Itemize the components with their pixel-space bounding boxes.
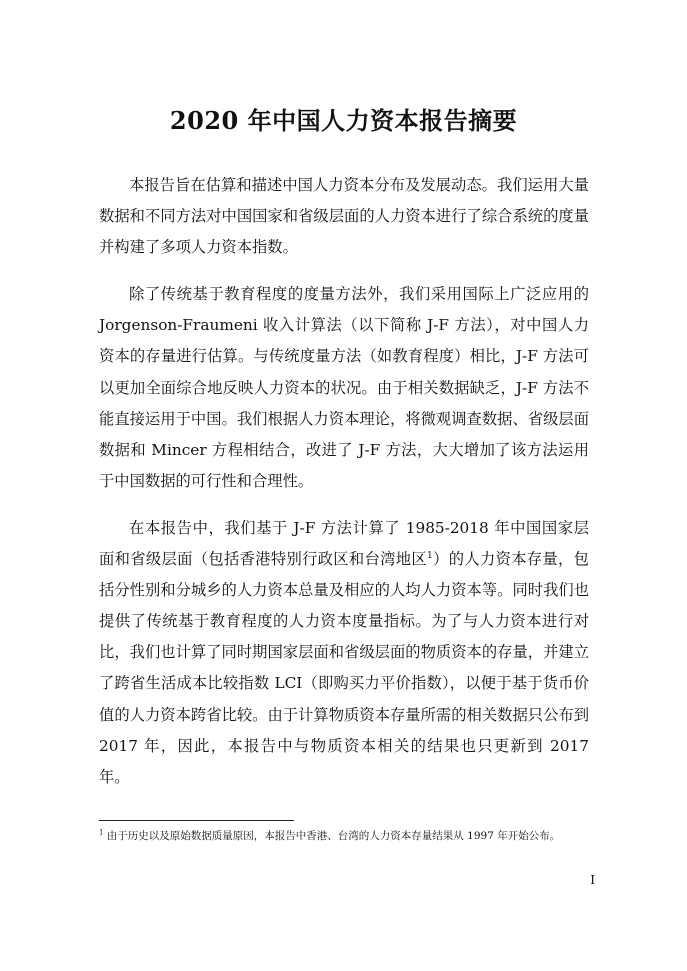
paragraph-1: 本报告旨在估算和描述中国人力资本分布及发展动态。我们运用大量数据和不同方法对中国国家和省级层面的人力资本进行了综合系统的度量并构建了多项人力资本指数。	[99, 176, 589, 257]
footnote-text: 由于历史以及原始数据质量原因，本报告中香港、台湾的人力资本存量结果从 1997 年开始公布。	[106, 830, 561, 842]
footnote-divider	[99, 820, 294, 821]
document-title: 2020 年中国人力资本报告摘要	[169, 106, 518, 135]
paragraph-3	[99, 513, 589, 793]
footnote-mark: 1	[99, 828, 104, 837]
footnote	[99, 827, 589, 845]
footnote-reference[interactable]: 1	[427, 550, 433, 561]
paragraph-2: 除了传统基于教育程度的度量方法外，我们采用国际上广泛应用的 Jorgenson-Fraumeni 收入计算法（以下简称 J-F 方法），对中国人力资本的存量进行估算。与传统度量方法（如教育程度）相比，J-F 方法可以更加全面综合地反映人力资本的状况。由于相关数据缺乏，J-F 方法不能直接运用于中国。我们根据人力资本理论，将微观调查数据、省级层面数据和 Mincer 方程相结合，改进了 J-F 方法，大大增加了该方法运用于中国数据的可行性和合理性。	[99, 285, 589, 490]
paragraph-3-text-before-ref: 在本报告中，我们基于 J-F 方法计算了 1985-2018 年中国国家层面和省级层面（包括香港特别行政区和台湾地区	[99, 518, 589, 569]
document-body	[99, 170, 589, 809]
paragraph-3-text-after-ref: ）的人力资本存量，包括分性别和分城乡的人力资本总量及相应的人均人力资本等。同时我们也提供了传统基于教育程度的人力资本度量指标。为了与人力资本进行对比，我们也计算了同时期国家层面和省级层面的物质资本的存量，并建立了跨省生活成本比较指数 LCI（即购买力平价指数），以便于基于货币价值的人力资本跨省比较。由于计算物质资本存量所需的相关数据只公布到 2017 年，因此，本报告中与物质资本相关的结果也只更新到 2017 年。	[99, 550, 589, 786]
page-number: I	[590, 873, 595, 887]
